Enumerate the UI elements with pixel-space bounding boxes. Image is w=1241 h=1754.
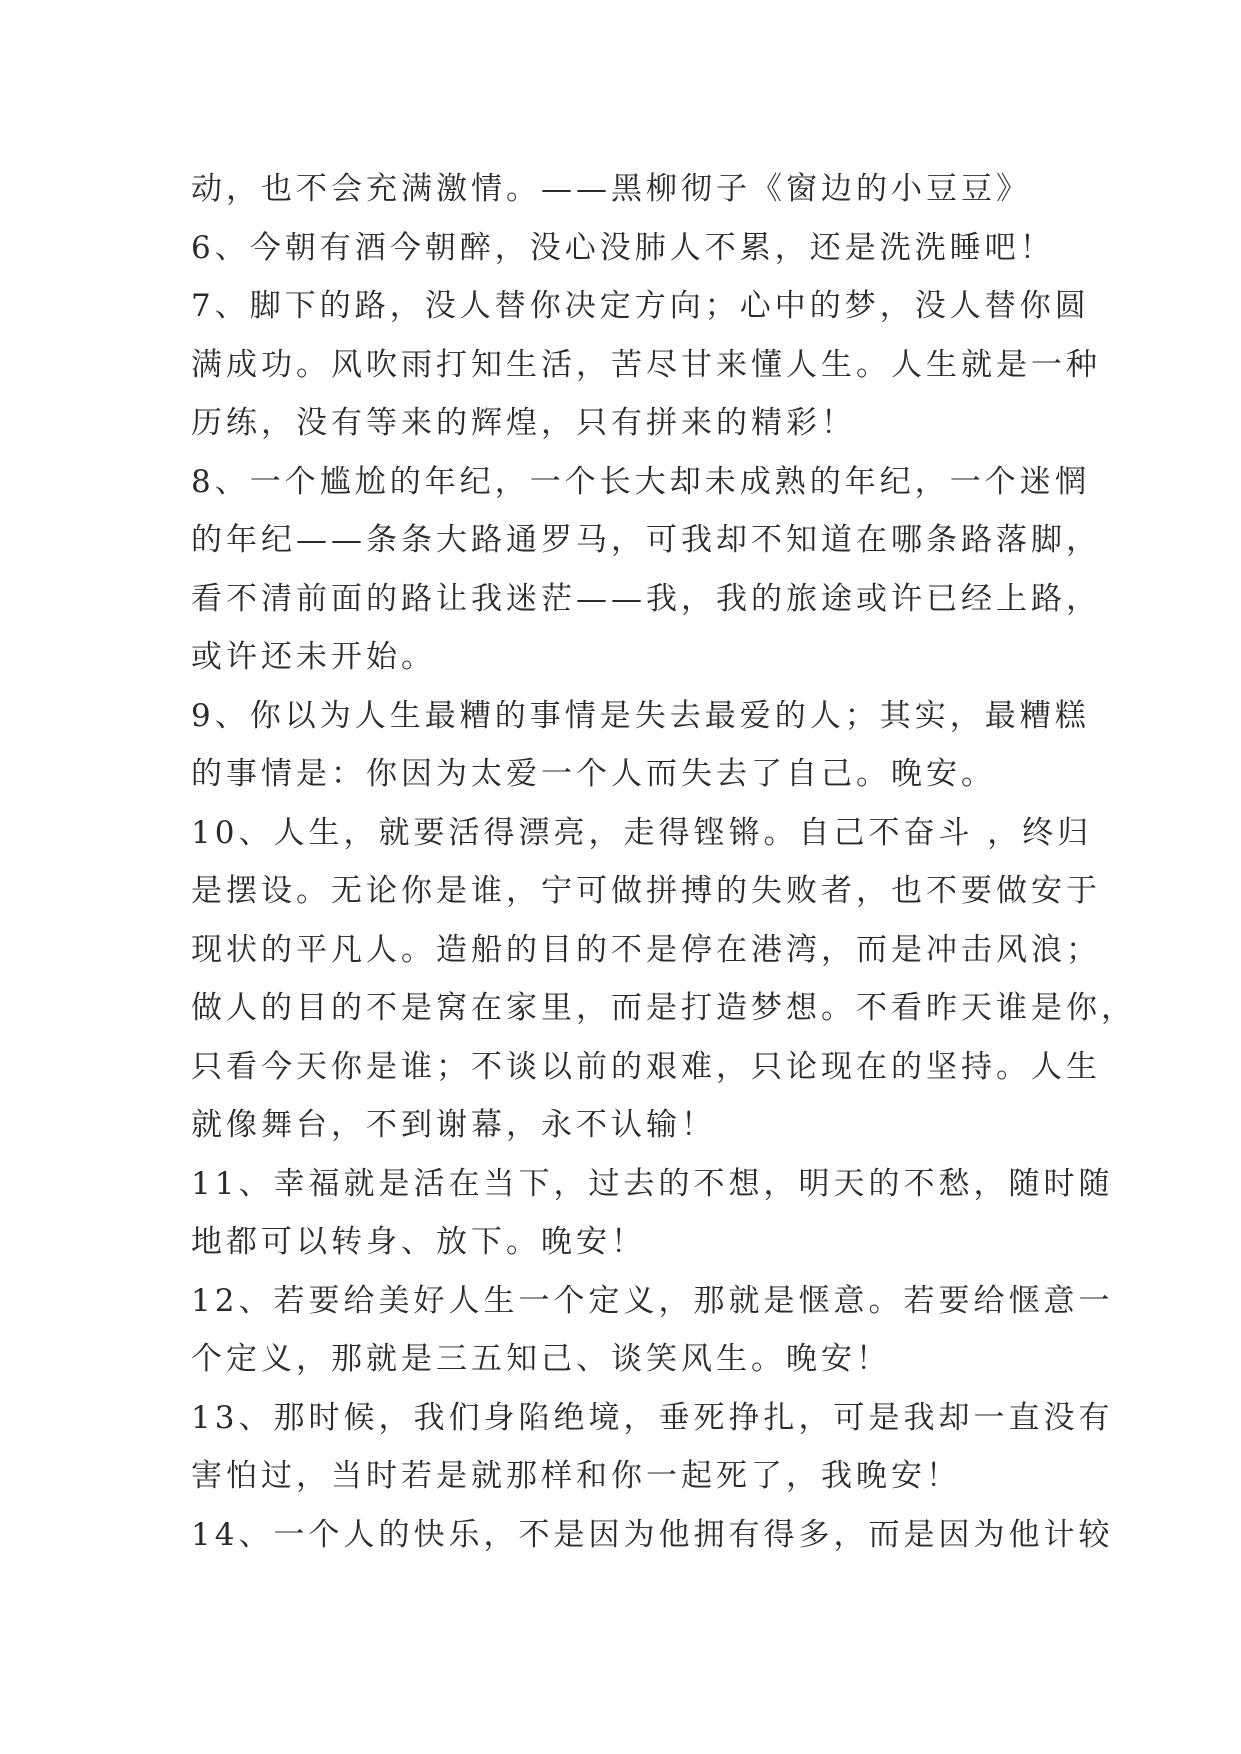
body-text <box>191 160 1136 1564</box>
text-line: 满成功。风吹雨打知生活，苦尽甘来懂人生。人生就是一种 <box>191 346 1101 383</box>
text-line: 看不清前面的路让我迷茫——我，我的旅途或许已经上路， <box>191 580 1101 617</box>
text-line: 9、你以为人生最糟的事情是失去最爱的人；其实，最糟糕 <box>191 697 1090 734</box>
text-line: 是摆设。无论你是谁，宁可做拼搏的失败者，也不要做安于 <box>191 873 1101 909</box>
text-line: 10、人生，就要活得漂亮，走得铿锵。自己不奋斗 ，终归 <box>191 814 1093 851</box>
text-line: 13、那时候，我们身陷绝境，垂死挣扎，可是我却一直没有 <box>191 1399 1114 1436</box>
text-line: 11、幸福就是活在当下，过去的不想，明天的不愁，随时随 <box>191 1165 1114 1202</box>
text-line: 历练，没有等来的辉煌，只有拼来的精彩！ <box>191 405 856 441</box>
text-line: 做人的目的不是窝在家里，而是打造梦想。不看昨天谁是你， <box>191 990 1136 1026</box>
text-line: 就像舞台，不到谢幕，永不认输！ <box>191 1107 716 1143</box>
text-line: 或许还未开始。 <box>191 639 436 675</box>
text-line: 12、若要给美好人生一个定义，那就是惬意。若要给惬意一 <box>191 1282 1114 1319</box>
text-line: 7、脚下的路，没人替你决定方向；心中的梦，没人替你圆 <box>191 288 1090 324</box>
text-line: 8、一个尴尬的年纪，一个长大却未成熟的年纪，一个迷惘 <box>191 463 1090 500</box>
text-line: 的年纪——条条大路通罗马，可我却不知道在哪条路落脚， <box>191 522 1101 558</box>
text-line: 6、今朝有酒今朝醉，没心没肺人不累，还是洗洗睡吧！ <box>191 229 1055 266</box>
text-line: 动，也不会充满激情。——黑柳彻子《窗边的小豆豆》 <box>191 171 1031 207</box>
text-line: 害怕过，当时若是就那样和你一起死了，我晚安！ <box>191 1458 961 1494</box>
text-line: 只看今天你是谁；不谈以前的艰难，只论现在的坚持。人生 <box>191 1048 1101 1085</box>
text-line: 地都可以转身、放下。晚安！ <box>191 1224 646 1260</box>
text-line: 个定义，那就是三五知己、谈笑风生。晚安！ <box>191 1341 891 1377</box>
text-line: 14、一个人的快乐，不是因为他拥有得多，而是因为他计较 <box>191 1516 1114 1553</box>
text-line: 的事情是：你因为太爱一个人而失去了自己。晚安。 <box>191 756 996 792</box>
text-line: 现状的平凡人。造船的目的不是停在港湾，而是冲击风浪； <box>191 931 1101 968</box>
